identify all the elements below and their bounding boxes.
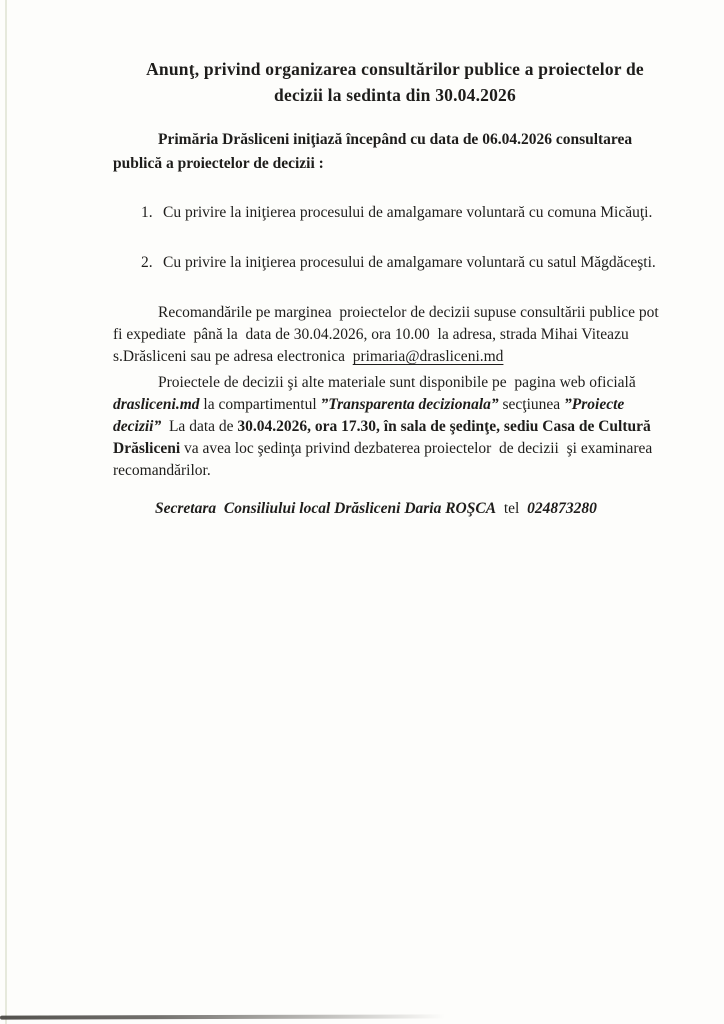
decision-list-item-number: 2. [141, 254, 153, 271]
scan-bottom-edge-artifact [0, 1014, 445, 1019]
text-run: ”Proiecte decizii” [113, 396, 629, 435]
decision-list-item-number: 1. [141, 204, 153, 221]
text-run: ”Transparenta decizionala” [320, 396, 499, 413]
intro-paragraph [113, 128, 669, 176]
text-run: secţiunea [498, 396, 565, 413]
text-run: la compartimentul [199, 396, 321, 413]
text-run: va avea loc şedinţa privind dezbaterea proiectelor de decizii şi examinarea recomandărilor. [113, 440, 657, 479]
decision-list-item-text: Cu privire la iniţierea procesului de amalgamare voluntară cu comuna Micăuţi. [163, 204, 653, 221]
text-run: 30.04.2026, ora 17.30, în sala de şedinţe, sediu Casa de Cultură Drăsliceni [113, 418, 655, 457]
signature-line [155, 498, 669, 520]
recommendations-paragraph [113, 302, 669, 368]
text-run: Primăria Drăsliceni iniţiază începând cu data de 06.04.2026 consultarea publică a proiectelor de decizii : [113, 131, 637, 172]
email-address-text: primaria@drasliceni.md [352, 348, 504, 365]
projects-paragraph [113, 372, 669, 482]
document-content [113, 56, 669, 520]
text-run: drasliceni.md [113, 396, 200, 413]
scan-left-edge-artifact [5, 0, 7, 1024]
decision-list-item [141, 252, 669, 274]
decision-list-item-text: Cu privire la iniţierea procesului de amalgamare voluntară cu satul Măgdăceşti. [163, 254, 656, 271]
text-run: Proiectele de decizii şi alte materiale sunt disponibile pe pagina web oficială [158, 374, 640, 391]
text-run: Secretara Consiliului local Drăsliceni Daria ROŞCA [155, 500, 497, 517]
decision-list [113, 202, 669, 274]
text-run: 024873280 [527, 500, 597, 517]
document-title [121, 56, 669, 108]
document-title-line-1: Anunţ, privind organizarea consultărilor publice a proiectelor de [146, 59, 644, 79]
text-run: tel [496, 500, 528, 517]
text-run: La data de [161, 418, 238, 435]
text-run: Recomandările pe marginea proiectelor de decizii supuse consultării publice pot fi expediate până la data de 30.04.2026, ora 10.00 la adresa, strada Mihai Viteazu s.Drăsliceni sau pe adresa electronica [113, 304, 663, 365]
document-title-line-2: decizii la sedinta din 30.04.2026 [274, 85, 516, 105]
decision-list-item [141, 202, 669, 224]
